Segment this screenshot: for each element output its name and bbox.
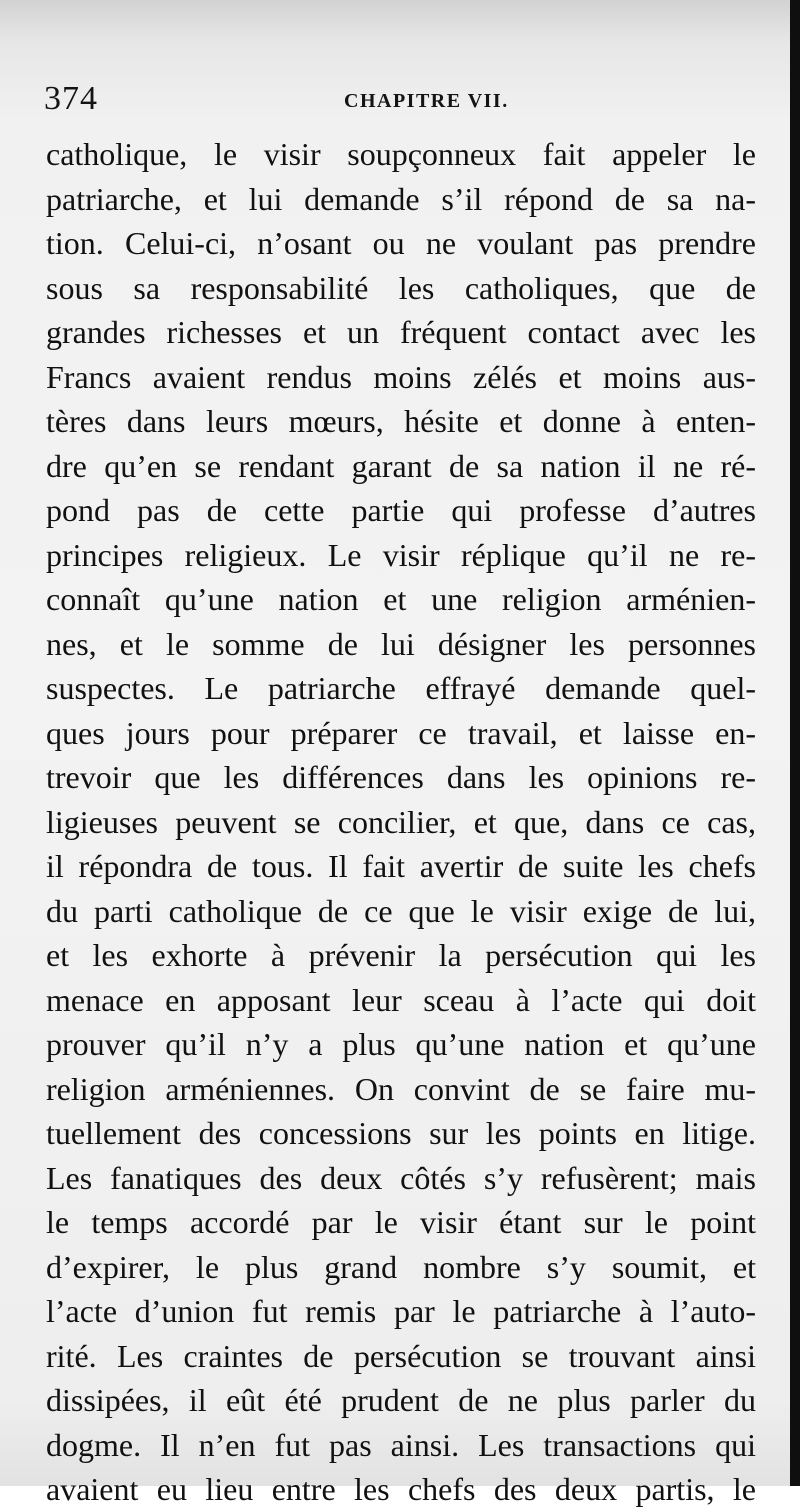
text-line: prouver qu’il n’y a plus qu’une nation et qu’une	[46, 1026, 756, 1062]
text-line: pond pas de cette partie qui professe d’autres	[46, 492, 756, 528]
text-line: ligieuses peuvent se concilier, et que, dans ce cas,	[46, 803, 756, 840]
text-line: tères dans leurs mœurs, hésite et donne à enten-	[46, 403, 756, 439]
text-line: ques jours pour préparer ce travail, et laisse en-	[46, 714, 756, 751]
text-line: sous sa responsabilité les catholiques, que de	[46, 269, 756, 306]
text-line: dogme. Il n’en fut pas ainsi. Les transactions qui	[46, 1426, 756, 1463]
text-line: il répondra de tous. Il fait avertir de suite les chefs	[46, 848, 756, 884]
text-line: Francs avaient rendus moins zélés et moins aus-	[46, 358, 756, 395]
running-head: CHAPITRE VII.	[344, 90, 509, 112]
text-line: catholique, le visir soupçonneux fait appeler le	[46, 136, 756, 172]
page-number: 374	[44, 80, 98, 117]
body-text	[46, 132, 756, 1512]
text-line: dissipées, il eût été prudent de ne plus parler du	[46, 1382, 756, 1418]
text-line: tion. Celui-ci, n’osant ou ne voulant pas prendre	[46, 225, 756, 261]
text-line: nes, et le somme de lui désigner les personnes	[46, 625, 756, 662]
page-header	[44, 78, 750, 128]
text-line: religion arméniennes. On convint de se faire mu-	[46, 1070, 756, 1107]
text-line: d’expirer, le plus grand nombre s’y soumit, et	[46, 1248, 756, 1285]
text-line: tuellement des concessions sur les points en litige.	[46, 1115, 756, 1151]
text-line: patriarche, et lui demande s’il répond de sa na-	[46, 180, 756, 217]
text-line: avaient eu lieu entre les chefs des deux partis, le	[46, 1471, 756, 1507]
text-line: connaît qu’une nation et une religion arménien-	[46, 581, 756, 617]
text-line: dre qu’en se rendant garant de sa nation il ne ré-	[46, 447, 756, 484]
text-line: principes religieux. Le visir réplique qu’il ne re-	[46, 536, 756, 573]
text-line: trevoir que les différences dans les opinions re-	[46, 759, 756, 795]
text-line: et les exhorte à prévenir la persécution qui les	[46, 937, 756, 973]
text-line: grandes richesses et un fréquent contact avec les	[46, 314, 756, 350]
text-line: le temps accordé par le visir étant sur le point	[46, 1204, 756, 1240]
text-line: Les fanatiques des deux côtés s’y refusèrent; mais	[46, 1159, 756, 1196]
text-line: rité. Les craintes de persécution se trouvant ainsi	[46, 1337, 756, 1374]
text-line: suspectes. Le patriarche effrayé demande quel-	[46, 670, 756, 706]
text-line: du parti catholique de ce que le visir exige de lui,	[46, 892, 756, 929]
text-line: menace en apposant leur sceau à l’acte qui doit	[46, 981, 756, 1018]
text-line: l’acte d’union fut remis par le patriarche à l’auto-	[46, 1293, 756, 1329]
